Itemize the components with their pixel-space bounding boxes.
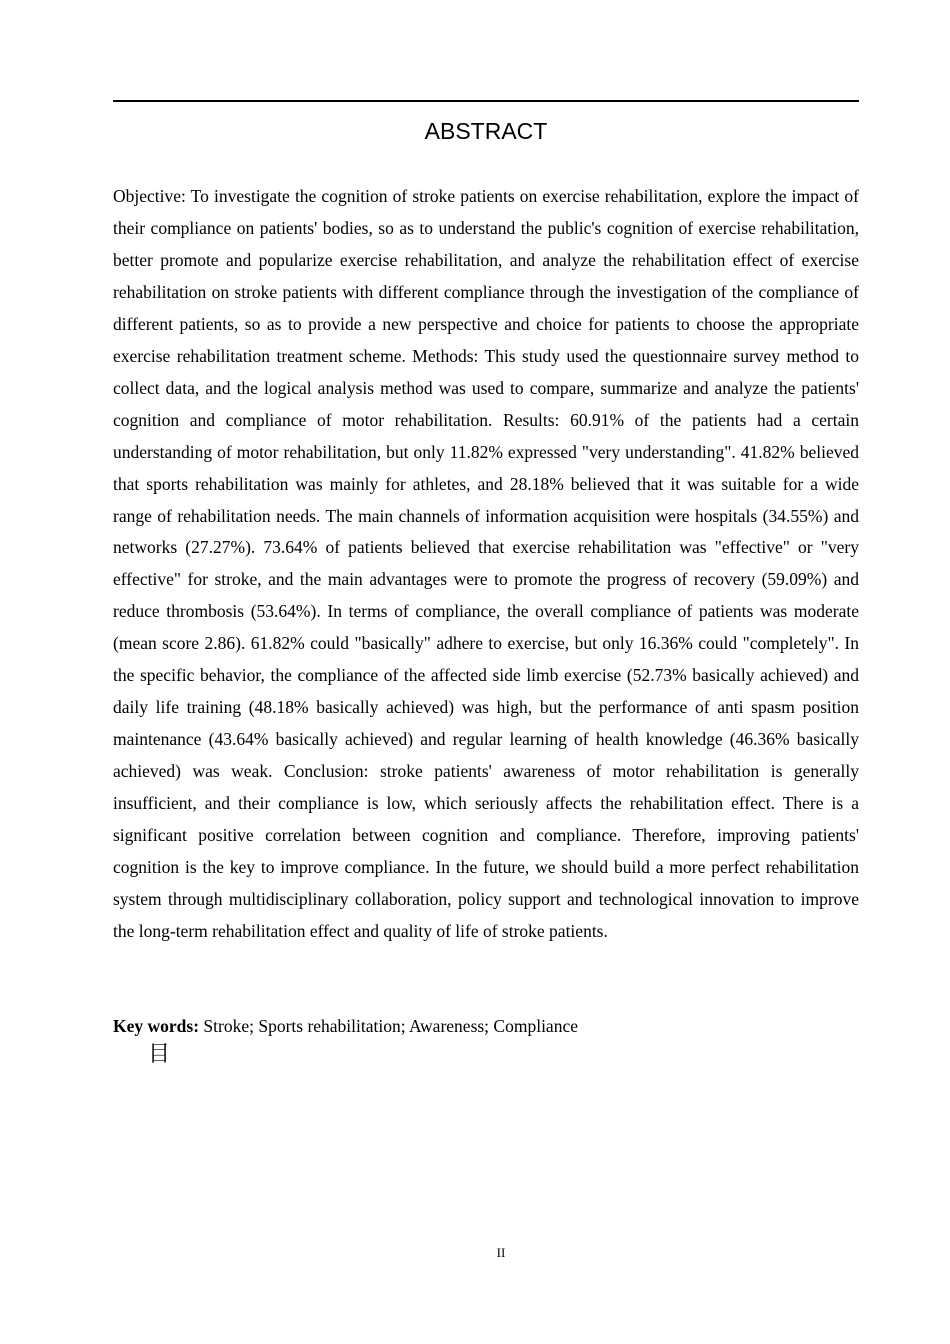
toc-heading-fragment: 目 [148, 1042, 171, 1067]
abstract-title: ABSTRACT [424, 118, 548, 144]
keywords-line [113, 1010, 859, 1042]
keywords-label: Key words: [113, 1016, 200, 1036]
header-rule [113, 100, 859, 102]
abstract-body: Objective: To investigate the cognition of stroke patients on exercise rehabilitation, explore the impact of their compliance on patients' bodies, so as to understand the public's cognition of exercise rehabilitation, better promote and popularize exercise rehabilitation, and analyze the rehabilitation effect of exercise rehabilitation on stroke patients with different compliance through the investigation of the compliance of different patients, so as to provide a new perspective and choice for patients to choose the appropriate exercise rehabilitation treatment scheme. Methods: This study used the questionnaire survey method to collect data, and the logical analysis method was used to compare, summarize and analyze the patients' cognition and compliance of motor rehabilitation. Results: 60.91% of the patients had a certain understanding of motor rehabilitation, but only 11.82% expressed "very understanding". 41.82% believed that sports rehabilitation was mainly for athletes, and 28.18% believed that it was suitable for a wide range of rehabilitation needs. The main channels of information acquisition were hospitals (34.55%) and networks (27.27%). 73.64% of patients believed that exercise rehabilitation was "effective" or "very effective" for stroke, and the main advantages were to promote the progress of recovery (59.09%) and reduce thrombosis (53.64%). In terms of compliance, the overall compliance of patients was moderate (mean score 2.86). 61.82% could "basically" adhere to exercise, but only 16.36% could "completely". In the specific behavior, the compliance of the affected side limb exercise (52.73% basically achieved) and daily life training (48.18% basically achieved) was high, but the performance of anti spasm position maintenance (43.64% basically achieved) and regular learning of health knowledge (46.36% basically achieved) was weak. Conclusion: stroke patients' awareness of motor rehabilitation is generally insufficient, and their compliance is low, which seriously affects the rehabilitation effect. There is a significant positive correlation between cognition and compliance. Therefore, improving patients' cognition is the key to improve compliance. In the future, we should build a more perfect rehabilitation system through multidisciplinary collaboration, policy support and technological innovation to improve the long-term rehabilitation effect and quality of life of stroke patients. [113, 186, 859, 941]
page-number: II [496, 1245, 506, 1260]
keywords-value: Stroke; Sports rehabilitation; Awareness; Compliance [199, 1016, 578, 1036]
